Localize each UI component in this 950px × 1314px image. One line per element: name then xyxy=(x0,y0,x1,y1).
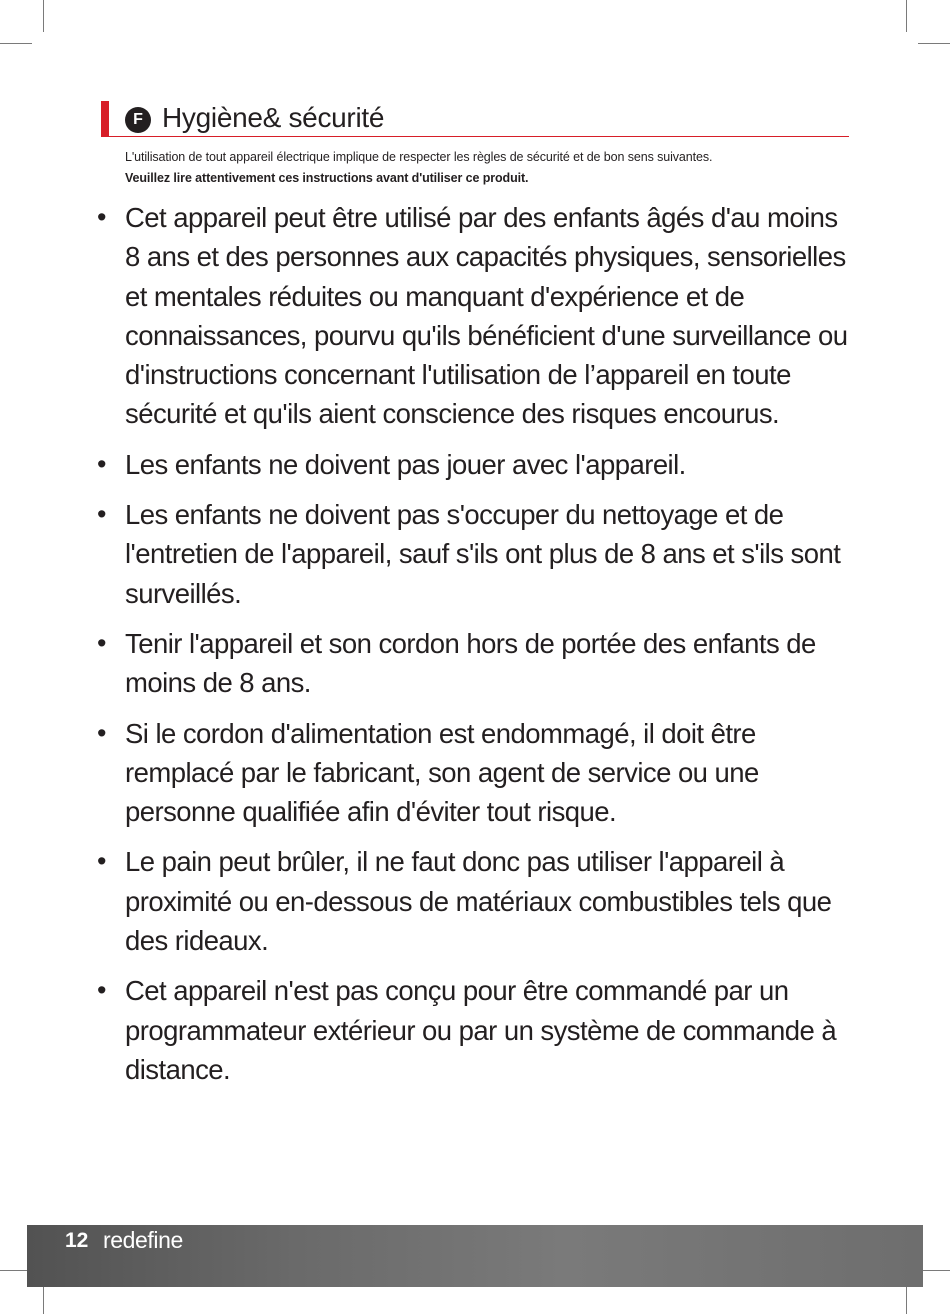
list-item xyxy=(97,971,857,1089)
list-item-text: Les enfants ne doivent pas jouer avec l'appareil. xyxy=(125,448,686,480)
intro-warning: Veuillez lire attentivement ces instructions avant d'utiliser ce produit. xyxy=(125,171,529,185)
list-item xyxy=(97,495,857,613)
crop-mark xyxy=(43,0,44,32)
list-item-text: Cet appareil peut être utilisé par des enfants âgés d'au moins 8 ans et des personnes aux capacités physiques, sensorielles et mentales réduites ou manquant d'expérience et de connaissances, pourvu qu'ils bénéficient d'une surveillance ou d'instructions concernant l'utilisation de l’appareil en toute sécurité et qu'ils aient conscience des risques encourus. xyxy=(125,202,848,430)
crop-mark xyxy=(0,43,32,44)
list-item-text: Cet appareil n'est pas conçu pour être commandé par un programmateur extérieur ou par un système de commande à distance. xyxy=(125,975,837,1085)
footer-band xyxy=(27,1225,923,1287)
list-item xyxy=(97,842,857,960)
list-item-text: Si le cordon d'alimentation est endommagé, il doit être remplacé par le fabricant, son agent de service ou une personne qualifiée afin d'éviter tout risque. xyxy=(125,717,759,828)
section-header xyxy=(101,101,849,137)
list-item xyxy=(97,445,857,484)
crop-mark xyxy=(906,0,907,32)
bullet-icon: • xyxy=(97,627,106,658)
list-item xyxy=(97,624,857,703)
bullet-icon: • xyxy=(97,846,106,877)
bullet-icon: • xyxy=(97,499,106,530)
accent-bar xyxy=(101,101,109,137)
list-item xyxy=(97,714,857,832)
header-rule xyxy=(109,136,849,138)
list-item xyxy=(97,198,857,434)
bullet-icon: • xyxy=(97,717,106,748)
safety-list xyxy=(97,198,857,1100)
bullet-icon: • xyxy=(97,975,106,1006)
page-title: Hygiène& sécurité xyxy=(162,102,385,133)
intro-text xyxy=(125,147,825,189)
page-number: 12 xyxy=(65,1229,89,1252)
list-item-text: Les enfants ne doivent pas s'occuper du nettoyage et de l'entretien de l'appareil, sauf s'ils ont plus de 8 ans et s'ils sont surveillés. xyxy=(125,499,841,609)
language-badge: F xyxy=(125,107,151,133)
list-item-text: Le pain peut brûler, il ne faut donc pas utiliser l'appareil à proximité ou en-dessous de matériaux combustibles tels que des rideaux. xyxy=(125,846,832,957)
bullet-icon: • xyxy=(97,202,106,232)
intro-line: L'utilisation de tout appareil électrique implique de respecter les règles de sécurité et de bon sens suivantes. xyxy=(125,150,713,164)
crop-mark xyxy=(918,43,950,44)
brand-logo: redefine xyxy=(103,1227,183,1253)
bullet-icon: • xyxy=(97,448,106,479)
list-item-text: Tenir l'appareil et son cordon hors de portée des enfants de moins de 8 ans. xyxy=(125,627,816,699)
